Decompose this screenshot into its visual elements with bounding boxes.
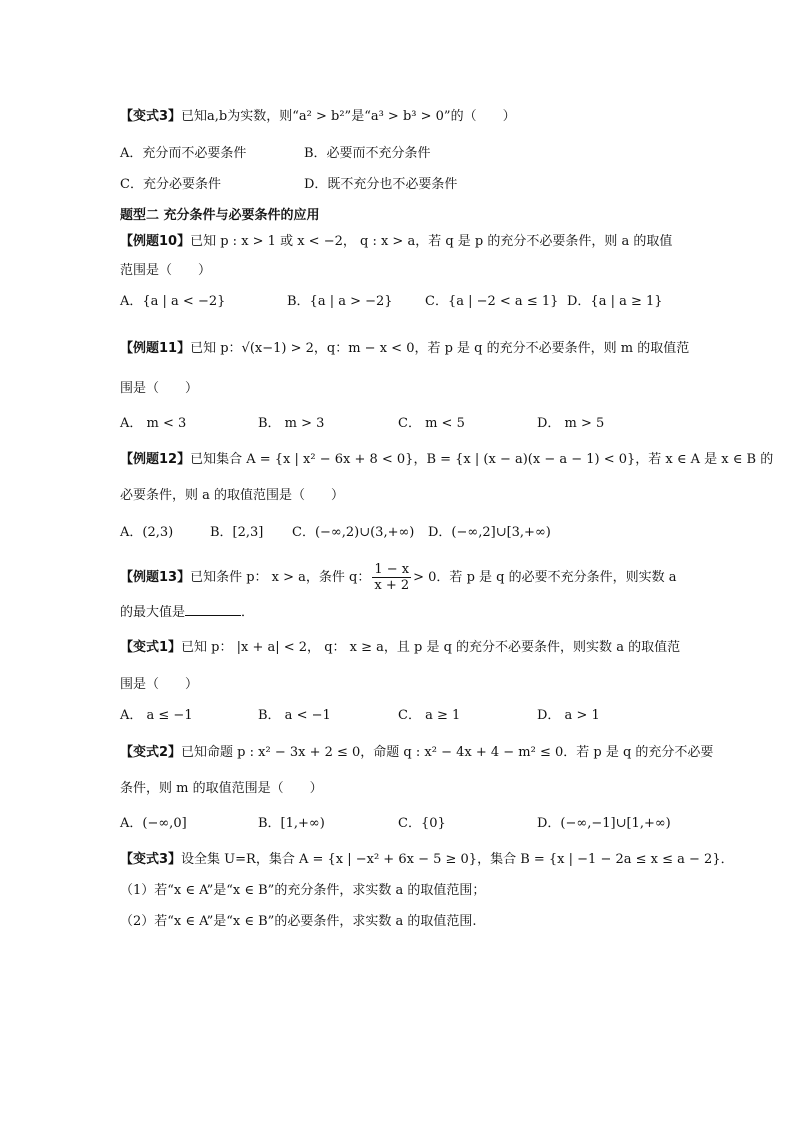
question-stem: 已知 p：√(x−1) > 2，q：m − x < 0，若 p 是 q 的充分不必要条件，则 m 的取值范 — [190, 341, 690, 356]
option-d: D． a > 1 — [537, 708, 600, 723]
question-tag: 【变式1】 — [120, 640, 182, 655]
option-c: C．(−∞,2)∪(3,+∞) — [292, 525, 415, 540]
question-v3a — [120, 108, 516, 126]
question-tag: 【例题12】 — [120, 452, 191, 467]
question-stem: 设全集 U=R，集合 A = {x | −x² + 6x − 5 ≥ 0}，集合 B = {x | −1 − 2a ≤ x ≤ a − 2}． — [181, 852, 734, 867]
question-stem: 已知a,b为实数，则“a² > b²”是“a³ > b³ > 0”的（ ） — [181, 109, 516, 124]
option-d: D．既不充分也不必要条件 — [304, 177, 458, 192]
question-stem-cont: 围是（ ） — [120, 677, 199, 692]
option-b: B．[1,+∞) — [258, 816, 325, 831]
fraction-denominator: x + 2 — [374, 578, 410, 593]
option-d: D．{a | a ≥ 1} — [567, 294, 663, 309]
question-stem-tail: > 0．若 p 是 q 的必要不充分条件，则实数 a — [413, 570, 677, 585]
fraction-numerator: 1 − x — [374, 562, 410, 577]
question-tag: 【例题11】 — [120, 341, 191, 356]
option-d: D．(−∞,2]∪[3,+∞) — [428, 525, 551, 540]
question-stem: 已知命题 p : x² − 3x + 2 ≤ 0，命题 q : x² − 4x + 4 − m² ≤ 0．若 p 是 q 的充分不必要 — [181, 745, 714, 760]
option-a: A．(2,3) — [120, 525, 174, 540]
subquestion-2: （2）若“x ∈ A”是“x ∈ B”的必要条件，求实数 a 的取值范围. — [120, 914, 477, 929]
option-b: B． m > 3 — [258, 416, 325, 431]
question-stem: 已知条件 p： x > a，条件 q： — [190, 570, 371, 585]
question-stem-text: 的最大值是 — [120, 605, 186, 620]
option-c: C． a ≥ 1 — [398, 708, 461, 723]
question-tag: 【变式3】 — [120, 109, 182, 124]
question-tag: 【例题13】 — [120, 570, 191, 585]
question-stem-cont: 条件，则 m 的取值范围是（ ） — [120, 781, 323, 796]
question-stem: 已知 p : x > 1 或 x < −2， q : x > a，若 q 是 p 的充分不必要条件，则 a 的取值 — [190, 234, 673, 249]
question-tag: 【变式3】 — [120, 852, 182, 867]
option-d: D．(−∞,−1]∪[1,+∞) — [537, 816, 671, 831]
option-c: C．{a | −2 < a ≤ 1} — [425, 294, 559, 309]
option-a: A． a ≤ −1 — [120, 708, 193, 723]
option-c: C．充分必要条件 — [120, 177, 221, 192]
question-stem-cont: 范围是（ ） — [120, 263, 212, 278]
question-ex12 — [120, 451, 773, 469]
question-stem-end: ． — [241, 605, 255, 620]
question-v1 — [120, 639, 680, 657]
option-d: D． m > 5 — [537, 416, 605, 431]
option-a: A．{a | a < −2} — [120, 294, 226, 309]
question-stem-cont — [120, 603, 254, 622]
question-stem: 已知集合 A = {x | x² − 6x + 8 < 0}，B = {x | (x − a)(x − a − 1) < 0}，若 x ∈ A 是 x ∈ B 的 — [190, 452, 774, 467]
option-b: B．{a | a > −2} — [287, 294, 393, 309]
option-c: C． m < 5 — [398, 416, 465, 431]
section-heading: 题型二 充分条件与必要条件的应用 — [120, 208, 320, 223]
option-a: A． m < 3 — [120, 416, 187, 431]
question-ex13 — [120, 562, 677, 593]
fraction — [372, 562, 411, 593]
question-stem: 已知 p： |x + a| < 2， q： x ≥ a，且 p 是 q 的充分不必要条件，则实数 a 的取值范 — [181, 640, 681, 655]
question-v3b — [120, 851, 734, 869]
question-tag: 【变式2】 — [120, 745, 182, 760]
option-a: A．(−∞,0] — [120, 816, 187, 831]
question-tag: 【例题10】 — [120, 234, 191, 249]
question-v2 — [120, 744, 713, 762]
option-b: B．[2,3] — [210, 525, 264, 540]
option-b: B． a < −1 — [258, 708, 331, 723]
question-ex11 — [120, 340, 689, 358]
option-a: A．充分而不必要条件 — [120, 146, 247, 161]
question-ex10 — [120, 233, 672, 251]
question-stem-cont: 必要条件，则 a 的取值范围是（ ） — [120, 488, 345, 503]
answer-blank — [185, 603, 241, 616]
question-stem-cont: 围是（ ） — [120, 381, 199, 396]
subquestion-1: （1）若“x ∈ A”是“x ∈ B”的充分条件，求实数 a 的取值范围； — [120, 883, 486, 898]
option-b: B．必要而不充分条件 — [304, 146, 431, 161]
option-c: C．{0} — [398, 816, 446, 831]
